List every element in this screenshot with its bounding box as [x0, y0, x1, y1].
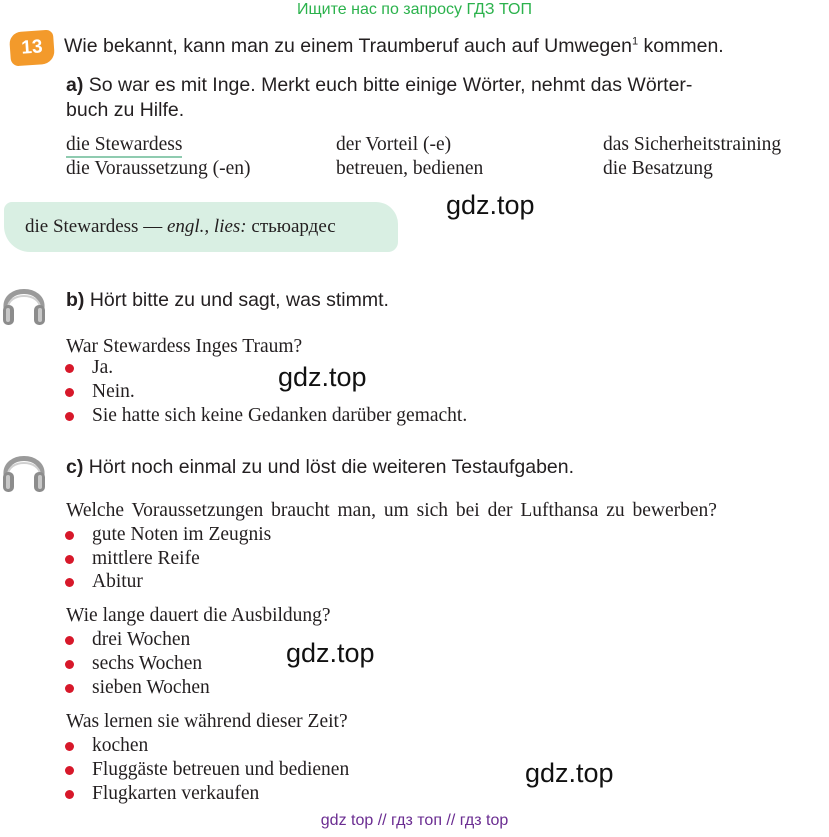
bullet-icon: [65, 555, 74, 564]
bullet-icon: [65, 660, 74, 669]
pronunciation-note: [25, 216, 336, 238]
headphones-icon: [0, 441, 48, 495]
task-intro: [64, 35, 724, 58]
part-c-text: Hört noch einmal zu und löst die weiteren Testaufgaben.: [88, 456, 575, 478]
vocab-highlight: die Stewardess: [66, 134, 182, 158]
bullet-icon: [65, 766, 74, 775]
watermark: gdz.top: [525, 758, 614, 788]
part-c-question-1: Welche Voraussetzungen braucht man, um sich bei der Lufthansa zu bewerben?: [66, 500, 717, 521]
part-a-letter: a): [66, 74, 84, 96]
part-c-letter: c): [66, 456, 84, 478]
task-intro-text: Wie bekannt, kann man zu einem Traumberuf auch auf Umwegen: [64, 35, 632, 57]
part-c-q2-option-3: sieben Wochen: [92, 677, 210, 698]
vocab-r1c2: der Vorteil (-e): [336, 134, 452, 155]
part-c-q2-option-1: drei Wochen: [92, 629, 191, 650]
footnote-mark: 1: [631, 35, 639, 48]
part-c-q1-option-2: mittlere Reife: [92, 548, 200, 569]
task-number-badge: 13: [9, 30, 55, 67]
bullet-icon: [65, 578, 74, 587]
part-b-text: Hört bitte zu und sagt, was stimmt.: [89, 289, 389, 311]
part-b-option-3: Sie hatte sich keine Gedanken darüber gemacht.: [92, 405, 468, 426]
part-c-q2-option-2: sechs Wochen: [92, 653, 203, 674]
bullet-icon: [65, 684, 74, 693]
part-a-text: So war es mit Inge. Merkt euch bitte einige Wörter, nehmt das Wörter-: [88, 74, 693, 96]
vocab-r1c3: das Sicherheitstraining: [603, 134, 782, 155]
part-c-q1-option-3: Abitur: [92, 571, 143, 592]
part-c-q3-option-3: Flugkarten verkaufen: [92, 783, 260, 804]
note-reading: стьюардес: [251, 216, 336, 237]
bullet-icon: [65, 364, 74, 373]
vocab-r2c2: betreuen, bedienen: [336, 158, 484, 179]
part-b-letter: b): [66, 289, 85, 311]
header-banner: Ищите нас по запросу ГДЗ ТОП: [297, 1, 532, 18]
part-c-q3-option-1: kochen: [92, 735, 149, 756]
part-c-instruction: [66, 456, 574, 479]
bullet-icon: [65, 790, 74, 799]
part-a-line1: [66, 74, 692, 97]
bullet-icon: [65, 636, 74, 645]
part-b-instruction: [66, 289, 389, 312]
vocab-r1c1: [66, 134, 182, 156]
bullet-icon: [65, 742, 74, 751]
part-c-q1-option-1: gute Noten im Zeugnis: [92, 524, 272, 545]
vocab-r2c3: die Besatzung: [603, 158, 713, 179]
task-intro-end: kommen.: [643, 35, 724, 57]
part-c-question-2: Wie lange dauert die Ausbildung?: [66, 605, 331, 626]
bullet-icon: [65, 388, 74, 397]
part-a-line2: buch zu Hilfe.: [66, 99, 185, 121]
bullet-icon: [65, 412, 74, 421]
watermark: gdz.top: [446, 190, 535, 220]
part-b-option-1: Ja.: [92, 357, 114, 378]
part-b-option-2: Nein.: [92, 381, 135, 402]
watermark: gdz.top: [278, 362, 367, 392]
footer-banner: gdz top // гдз топ // гдз top: [320, 812, 509, 829]
vocab-r2c1: die Voraussetzung (-en): [66, 158, 251, 179]
headphones-icon: [0, 274, 48, 328]
note-word: die Stewardess —: [25, 216, 163, 237]
part-c-q3-option-2: Fluggäste betreuen und bedienen: [92, 759, 350, 780]
bullet-icon: [65, 531, 74, 540]
part-c-question-3: Was lernen sie während dieser Zeit?: [66, 711, 348, 732]
part-b-question: War Stewardess Inges Traum?: [66, 336, 303, 357]
watermark: gdz.top: [286, 638, 375, 668]
note-abbrev: engl., lies:: [166, 216, 247, 237]
